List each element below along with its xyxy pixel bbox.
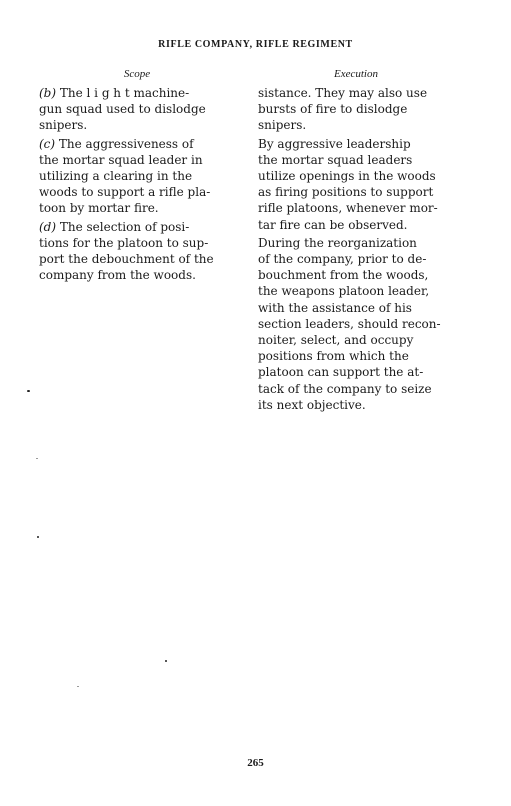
paragraph-label: (d): [39, 219, 57, 234]
paragraph-text: The selection of posi- tions for the platoon to sup- port the debouchment of the company from the woods.: [39, 219, 214, 283]
scan-speck: [165, 660, 167, 662]
paragraph-text: The aggressiveness of the mortar squad leader in utilizing a clearing in the woods to support a rifle pla- toon by mortar fire.: [39, 136, 211, 216]
running-head: RIFLE COMPANY, RIFLE REGIMENT: [158, 39, 353, 50]
execution-heading: Execution: [334, 68, 378, 80]
paragraph-label: (c): [39, 136, 56, 151]
execution-paragraph-1: sistance. They may also use bursts of fire to dislodge snipers.: [258, 86, 428, 133]
scan-speck: [37, 536, 39, 538]
scope-column: [39, 68, 235, 285]
scan-speck: [27, 390, 30, 392]
paragraph-text: The l i g h t machine- gun squad used to dislodge snipers.: [39, 86, 206, 133]
execution-paragraph-2: By aggressive leadership the mortar squad leaders utilize openings in the woods as firing positions to support rifle platoons, whenever mor- tar fire can be observed.: [258, 136, 438, 232]
scan-speck: [36, 458, 38, 459]
scope-paragraph-d: [39, 219, 235, 284]
scope-paragraph-c: [39, 136, 235, 217]
page-number: 265: [247, 757, 264, 769]
scope-heading: Scope: [123, 68, 151, 80]
scope-paragraph-b: [39, 85, 235, 134]
execution-column: [258, 68, 454, 415]
scan-speck: [77, 686, 79, 687]
paragraph-label: (b): [39, 86, 57, 100]
execution-paragraph-3: During the reorganization of the company, prior to de- bouchment from the woods, the weapons platoon leader, with the assistance of his section leaders, should recon- noiter, select, and occupy positions from which the platoon can support the at- tack of the company to seize its next objective.: [258, 235, 441, 412]
